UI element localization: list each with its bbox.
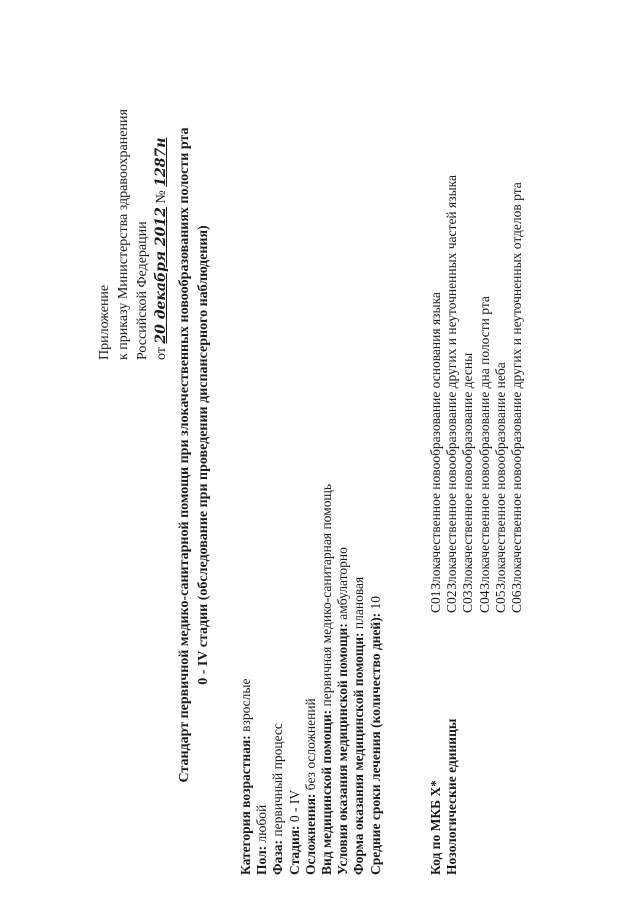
table-row bbox=[444, 175, 460, 613]
table-row bbox=[493, 175, 509, 613]
page-title bbox=[175, 105, 213, 805]
param-value: взрослые bbox=[238, 678, 253, 732]
param-row bbox=[368, 315, 384, 875]
param-value: без осложнений bbox=[302, 698, 318, 791]
param-key: Средние сроки лечения (количество дней): bbox=[367, 612, 383, 875]
param-key: Стадия: bbox=[286, 825, 302, 875]
icd-description: Злокачественное новообразование неба bbox=[492, 362, 508, 590]
approval-line-2: к приказу Министерства здравоохранения bbox=[116, 109, 131, 360]
handwritten-date: 20 декабря 2012 bbox=[153, 207, 169, 344]
table-row bbox=[428, 175, 444, 613]
approval-date-line bbox=[152, 30, 171, 360]
approval-line-3: Российской Федерации bbox=[135, 221, 150, 360]
icd-description: Злокачественное новообразование основания языка bbox=[428, 292, 443, 590]
param-row bbox=[351, 315, 367, 875]
icd-description: Злокачественное новообразование десны bbox=[460, 352, 476, 590]
param-value: плановая bbox=[351, 576, 367, 630]
param-value: любой bbox=[254, 804, 270, 843]
param-key: Вид медицинской помощи: bbox=[319, 709, 335, 875]
icd-code: C04 bbox=[476, 590, 492, 613]
param-row bbox=[303, 315, 319, 875]
param-row bbox=[335, 315, 351, 875]
table-row bbox=[509, 175, 525, 613]
icd-description: Злокачественное новообразование дна полости рта bbox=[476, 296, 492, 590]
param-key: Осложнения: bbox=[302, 793, 318, 875]
param-key: Категория возрастная: bbox=[238, 735, 253, 875]
param-row bbox=[254, 315, 270, 875]
param-row bbox=[238, 315, 254, 875]
title-line-1: Стандарт первичной медико-санитарной помощи при злокачественных новообразованиях полости рта bbox=[177, 127, 192, 783]
icd-code: C03 bbox=[460, 590, 476, 613]
param-key: Фаза: bbox=[270, 839, 286, 875]
param-value: амбулаторно bbox=[335, 547, 351, 620]
handwritten-number: 1287н bbox=[153, 137, 169, 187]
icd-description: Злокачественное новообразование других и неуточненных частей языка bbox=[444, 175, 460, 590]
param-value: первичная медико-санитарная помощь bbox=[319, 483, 335, 707]
icd-description: Злокачественное новообразование других и неуточненных отделов рта bbox=[509, 182, 525, 590]
param-key: Форма оказания медицинской помощи: bbox=[351, 632, 367, 875]
icd-code: C06 bbox=[509, 590, 525, 613]
icd-code: C02 bbox=[444, 590, 460, 613]
param-key: Пол: bbox=[254, 845, 270, 875]
param-value: 0 - IV bbox=[286, 789, 302, 823]
approval-line-1: Приложение bbox=[97, 284, 112, 360]
param-row bbox=[270, 315, 286, 875]
table-row bbox=[477, 175, 493, 613]
approval-block bbox=[95, 30, 171, 360]
icd-codes-table bbox=[428, 175, 525, 613]
nosology-label: Нозологические единицы bbox=[444, 718, 459, 875]
approval-number-label: № bbox=[154, 190, 169, 204]
icd-code: C01 bbox=[428, 590, 443, 613]
param-key: Условия оказания медицинской помощи: bbox=[335, 623, 351, 875]
approval-from-label: от bbox=[154, 347, 169, 360]
title-line-2: 0 - IV стадии (обследование при проведении диспансерного наблюдения) bbox=[196, 225, 211, 685]
icd-code: C05 bbox=[492, 590, 508, 613]
param-value: 10 bbox=[367, 595, 383, 610]
param-row bbox=[287, 315, 303, 875]
table-row bbox=[460, 175, 476, 613]
param-row bbox=[319, 315, 335, 875]
param-value: первичный процесс bbox=[270, 723, 286, 837]
standard-parameters bbox=[238, 315, 384, 875]
icd-code-label: Код по МКБ X* bbox=[428, 780, 443, 875]
